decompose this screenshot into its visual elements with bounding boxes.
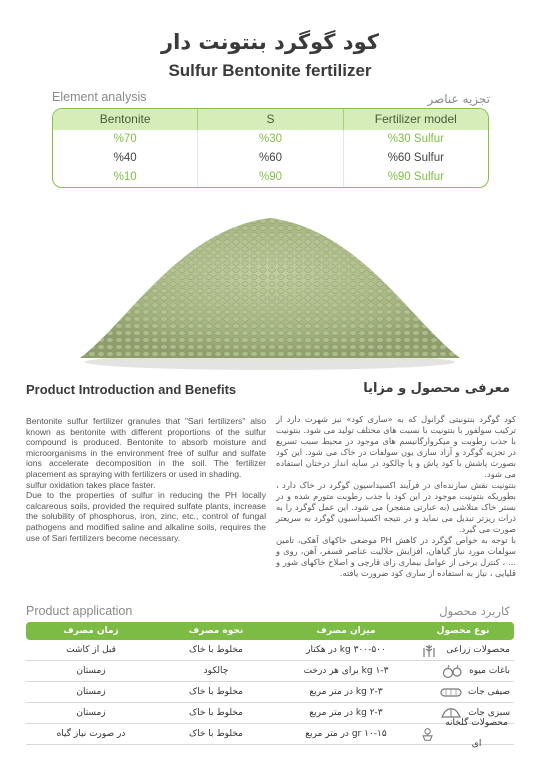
- table-cell: [416, 718, 514, 749]
- fruit-icon: [439, 663, 465, 679]
- table-cell: قبل از کاشت: [66, 645, 116, 655]
- application-heading-en: Product application: [26, 604, 133, 618]
- application-header: [26, 622, 514, 640]
- table-cell: چالکود: [203, 666, 229, 676]
- table-row: [53, 130, 488, 149]
- table-cell: [416, 682, 514, 702]
- table-cell: مخلوط با خاک: [189, 729, 243, 739]
- crop-name: صیفی جات: [467, 686, 510, 697]
- crop-name: سبزی جات: [468, 707, 510, 718]
- fertilizer-granule-pile-image: [70, 190, 470, 370]
- table-cell: مخلوط با خاک: [189, 687, 243, 697]
- table-row: [26, 703, 514, 724]
- table-cell: %60: [198, 149, 343, 168]
- table-cell: %30: [198, 130, 343, 149]
- table-row: [53, 149, 488, 168]
- column-header: نوع محصول: [436, 626, 490, 636]
- paragraph: sulfur oxidation takes place faster.: [26, 479, 156, 490]
- crop-name: باغات میوه: [469, 665, 510, 676]
- element-analysis-header: [53, 109, 488, 130]
- table-cell: ۲-۳ kg در متر مربع: [309, 708, 383, 718]
- cucumber-icon: [438, 684, 464, 700]
- table-row: [53, 168, 488, 187]
- table-cell: در صورت نیاز گیاه: [56, 729, 126, 739]
- application-heading-fa: کاربرد محصول: [439, 604, 510, 618]
- table-cell: زمستان: [76, 708, 106, 718]
- table-cell: زمستان: [76, 666, 106, 676]
- element-analysis-heading-en: Element analysis: [52, 90, 147, 104]
- table-cell: %90 Sulfur: [387, 171, 444, 183]
- paragraph: Due to the properties of sulfur in reducing the PH locally calcareous soils, provided the required sulfate plants, increase the solubility of phosphorus, iron, zinc, etc., control of fungal pathogens and modified saline and alkaline soils, requires the use of Sari fertilizers become necessary.: [26, 490, 266, 543]
- paragraph: بنتونیت نقش سازنده‌ای در فرآیند اکسیداسیون گوگرد در خاک دارد ، بطوریکه بنتونیت موجود در این کود با جذب رطوبت متورم شده و در بستر خاک متلاشی (به عبارتی منفجر) می شود. این عمل گوگرد را به ذرات ریزتر تبدیل می نماید و در نتیجه اکسیداسیون گوگرد به سریعتر صورت می گیرد.: [276, 480, 516, 534]
- crop-name: محصولات زراعی: [446, 644, 510, 655]
- table-cell: %70: [53, 130, 198, 149]
- column-header: زمان مصرف: [63, 626, 119, 636]
- table-cell: زمستان: [76, 687, 106, 697]
- intro-body-en: [26, 416, 266, 543]
- table-cell: ۱-۳ kg برای هر درخت: [303, 666, 389, 676]
- table-cell: %60 Sulfur: [387, 152, 444, 164]
- crop-name: محصولات گلخانه ای: [445, 718, 508, 749]
- table-cell: %90: [198, 168, 343, 187]
- table-cell: [416, 661, 514, 681]
- column-header: Bentonite: [53, 109, 198, 130]
- page-title-fa: کود گوگرد بنتونت دار: [161, 30, 379, 54]
- column-header: S: [198, 109, 343, 130]
- application-table: [26, 622, 514, 749]
- table-cell: ۱۰-۱۵ gr در متر مربع: [305, 729, 387, 739]
- column-header: نحوه مصرف: [188, 626, 244, 636]
- intro-heading-en: Product Introduction and Benefits: [26, 382, 237, 397]
- table-row: [26, 640, 514, 661]
- element-analysis-heading-fa: تجزیه عناصر: [427, 92, 490, 106]
- table-cell: ۳۰۰-۵۰۰ kg در هکتار: [306, 645, 386, 655]
- table-row: [26, 718, 514, 749]
- intro-body-fa: [276, 414, 516, 579]
- table-cell: %10: [53, 168, 198, 187]
- column-header: Fertilizer model: [374, 112, 457, 126]
- paragraph: Bentonite sulfur fertilizer granules that "Sari fertilizers" also known as bentonite with different proportions of the sulfur compound is produced. Bentonite to absorb moisture and microorganisms in the environment free of sulfur and sulfate ions accelerate decomposition in the soil. The fertilizer placement as spraying with fertilizers or used in shading.: [26, 416, 266, 479]
- table-cell: ۲-۳ kg در متر مربع: [309, 687, 383, 697]
- table-row: [26, 682, 514, 703]
- wheat-icon: [416, 642, 442, 658]
- column-header: میزان مصرف: [316, 626, 376, 636]
- paragraph: با توجه به خواص گوگرد در کاهش PH موضعی خاکهای آهکی، تامین سولفات مورد نیاز گیاهان، افزایش حلالیت عناصر فسفر، آهن، روی و ... ، کنترل برخی از عوامل بیماری زای قارچی و اصلاح خاکهای شور و قلیایی ، نیاز به استفاده از ساری کود ضرورت یافته.: [276, 535, 516, 578]
- element-analysis-table: [52, 108, 489, 188]
- intro-heading-fa: معرفی محصول و مزایا: [363, 381, 510, 396]
- flower-pot-icon: [416, 726, 439, 742]
- table-cell: %40: [53, 149, 198, 168]
- paragraph: کود گوگرد بنتونیتی گرانول که به «ساری کود» نیز شهرت دارد از ترکیب سولفور با بنتونیت با نسبت های مختلف تولید می شود. بنتونیت با جذب رطوبت و میکروارگانیسم های موجود در محیط سبب تسریع در تجزیه گوگرد و آزاد سازی یون سولفات در خاک می شود. این کود بصورت پاشش با کود پاش و یا چالکود در سایه انداز درختان استفاده می شود.: [276, 414, 516, 479]
- table-cell: مخلوط با خاک: [189, 645, 243, 655]
- table-cell: [416, 640, 514, 660]
- table-cell: مخلوط با خاک: [189, 708, 243, 718]
- page-title-en: Sulfur Bentonite fertilizer: [168, 61, 372, 80]
- table-row: [26, 661, 514, 682]
- table-cell: %30 Sulfur: [387, 133, 444, 145]
